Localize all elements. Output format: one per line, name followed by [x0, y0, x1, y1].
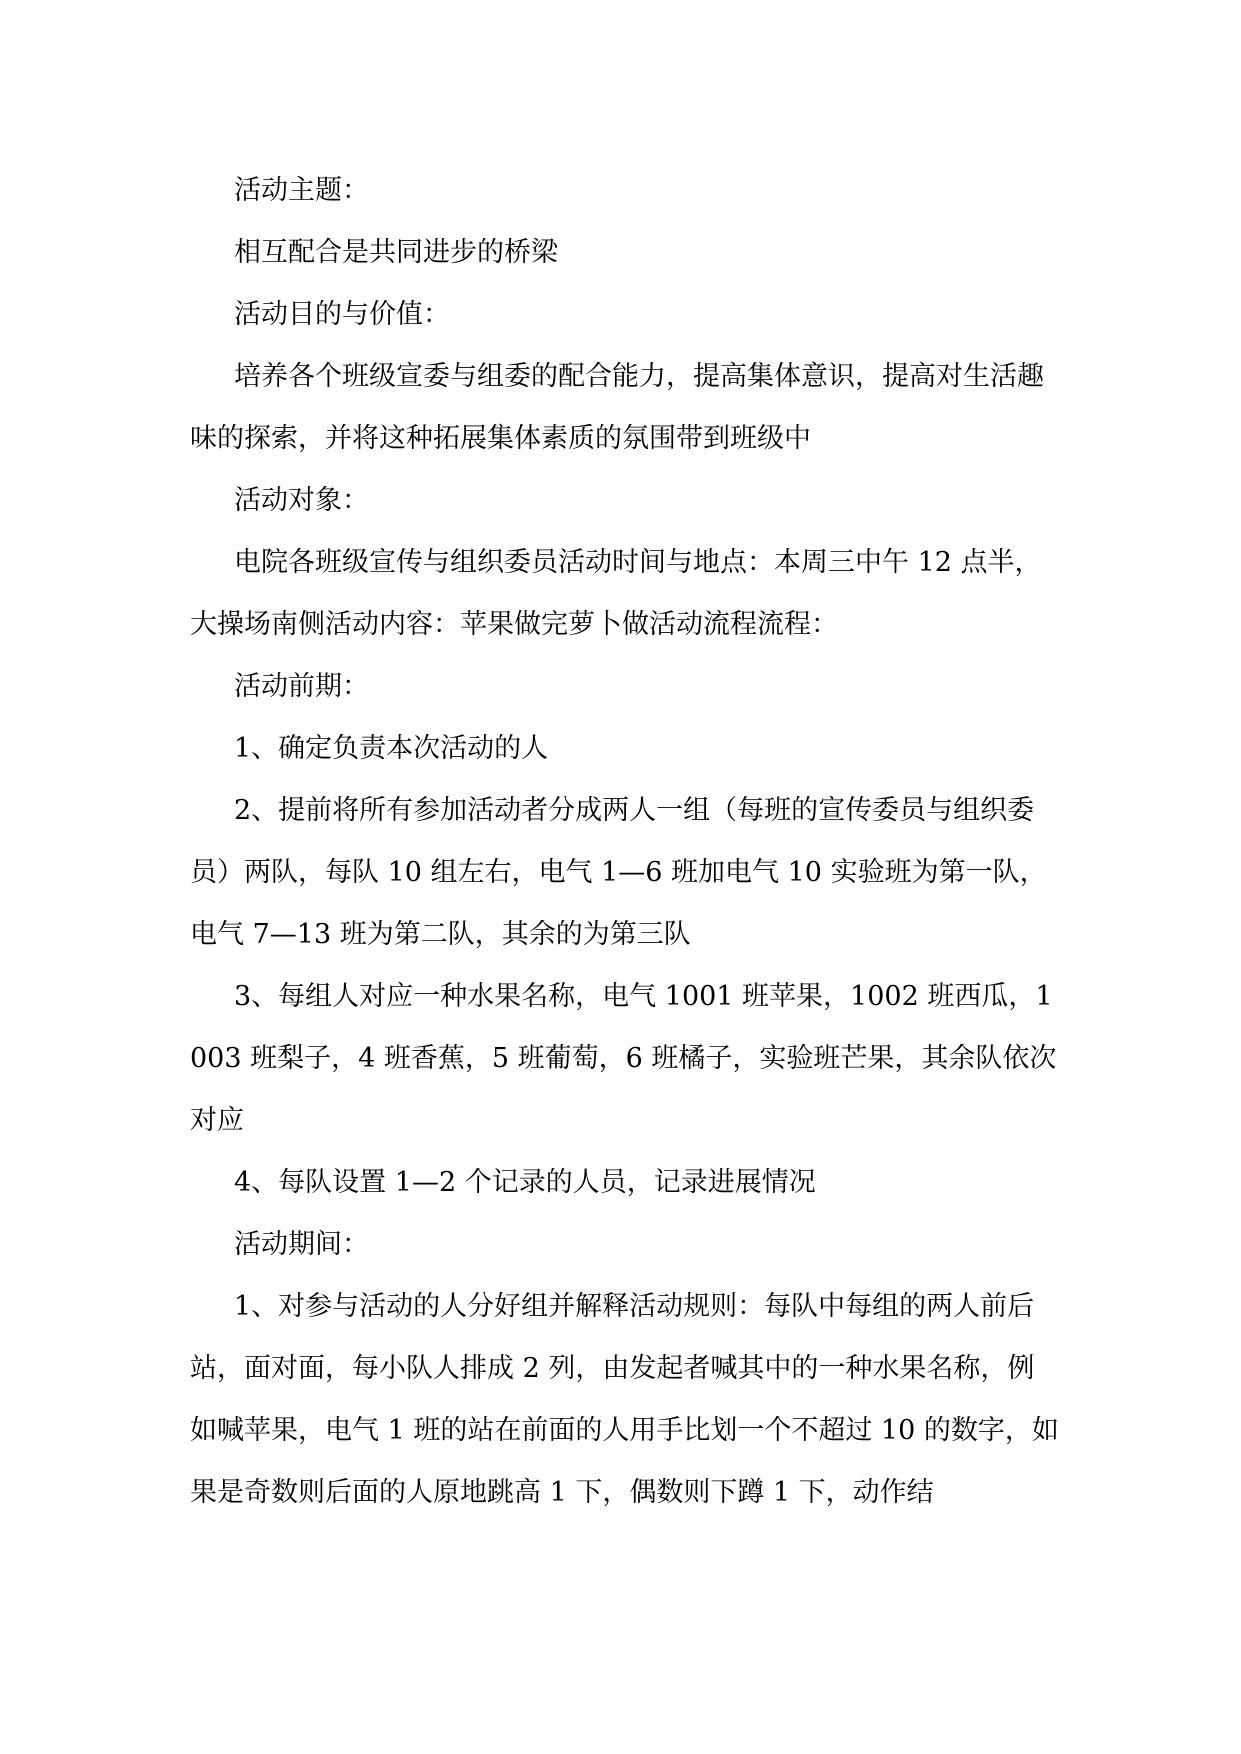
paragraph-audience-heading: 活动对象： [234, 485, 369, 516]
paragraph-purpose-heading: 活动目的与价值： [234, 299, 450, 330]
paragraph-preparation-heading: 活动前期： [234, 671, 369, 702]
paragraph-audience: 电院各班级宣传与组织委员活动时间与地点：本周三中午 12 点半，大操场南侧活动内容：苹果做完萝卜做活动流程流程： [190, 547, 1042, 640]
paragraph-during-item-1: 1、对参与活动的人分好组并解释活动规则：每队中每组的两人前后站，面对面，每小队人排成 2 列，由发起者喊其中的一种水果名称，例如喊苹果，电气 1 班的站在前面的人用手比划一个不超过 10 的数字，如果是奇数则后面的人原地跳高 1 下，偶数则下蹲 1 下，动作结 [190, 1291, 1059, 1508]
document-body [190, 160, 1060, 1524]
paragraph-preparation-item-2: 2、提前将所有参加活动者分成两人一组（每班的宣传委员与组织委员）两队，每队 10 组左右，电气 1—6 班加电气 10 实验班为第一队，电气 7—13 班为第二队，其余的为第三队 [190, 795, 1047, 950]
paragraph-preparation-item-3: 3、每组人对应一种水果名称，电气 1001 班苹果，1002 班西瓜，1003 班梨子，4 班香蕉，5 班葡萄，6 班橘子，实验班芒果，其余队依次对应 [190, 981, 1057, 1136]
paragraph-purpose: 培养各个班级宣委与组委的配合能力，提高集体意识，提高对生活趣味的探索，并将这种拓展集体素质的氛围带到班级中 [190, 361, 1044, 454]
paragraph-theme: 相互配合是共同进步的桥梁 [234, 237, 558, 268]
paragraph-preparation-item-1: 1、确定负责本次活动的人 [234, 733, 549, 764]
paragraph-during-heading: 活动期间： [234, 1229, 369, 1260]
paragraph-theme-heading: 活动主题： [234, 175, 369, 206]
paragraph-preparation-item-4: 4、每队设置 1—2 个记录的人员，记录进展情况 [234, 1167, 816, 1198]
